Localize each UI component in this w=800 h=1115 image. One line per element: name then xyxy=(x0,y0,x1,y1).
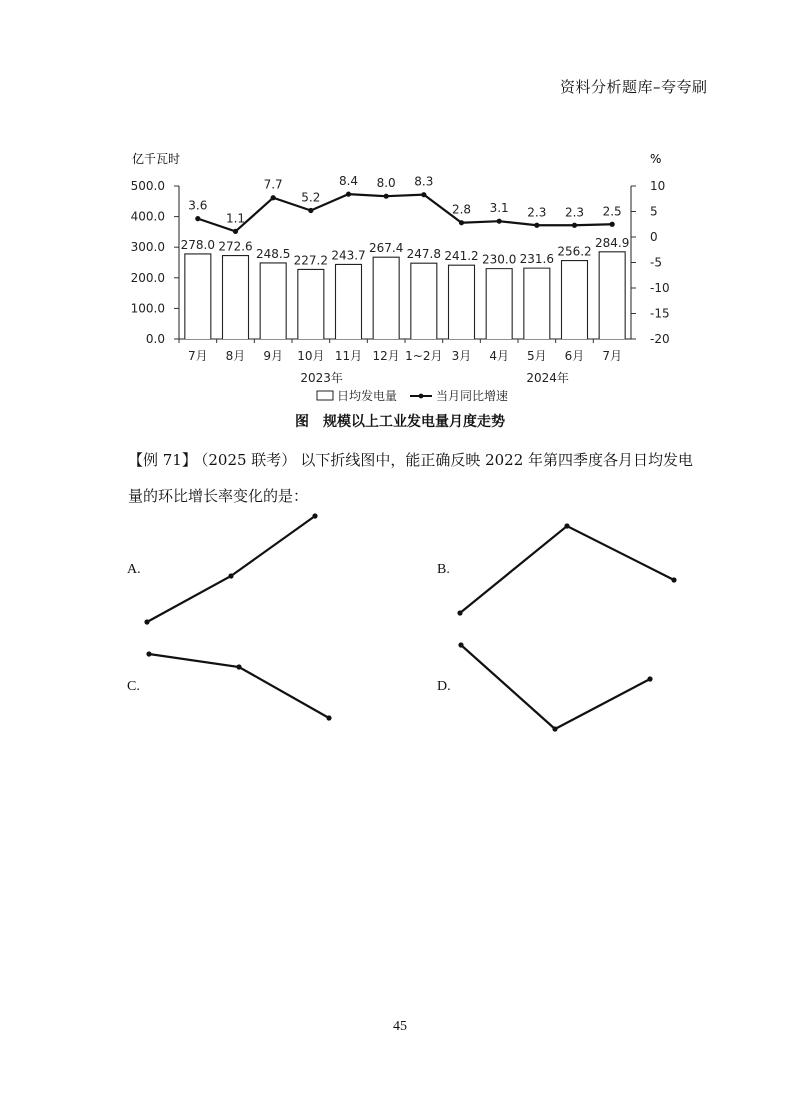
option-d-line xyxy=(461,645,650,729)
question-source: （2025 联考） xyxy=(200,451,297,469)
bar-value-label: 247.8 xyxy=(406,247,442,262)
growth-value-label: 3.6 xyxy=(188,198,208,213)
growth-value-label: 5.2 xyxy=(301,190,321,205)
growth-value-label: 2.5 xyxy=(602,204,622,219)
option-a-point xyxy=(312,513,317,518)
option-d-label[interactable]: D. xyxy=(437,679,451,694)
year-label: 2024年 xyxy=(526,371,569,385)
option-d-point xyxy=(647,676,652,681)
right-tick-label: -15 xyxy=(650,306,670,321)
x-tick-label: 9月 xyxy=(263,349,283,363)
caption-label: 图 xyxy=(295,414,309,430)
year-label: 2023年 xyxy=(300,371,343,385)
x-tick-label: 12月 xyxy=(372,349,400,363)
option-c-point xyxy=(236,664,241,669)
left-tick-label: 100.0 xyxy=(130,301,165,316)
option-b-point xyxy=(671,577,676,582)
option-a-line xyxy=(147,516,315,622)
option-b-point xyxy=(564,523,569,528)
x-tick-label: 3月 xyxy=(451,349,472,363)
right-tick-label: 0 xyxy=(650,230,658,244)
option-d-point xyxy=(458,642,463,647)
growth-value-label: 8.4 xyxy=(338,174,359,189)
right-tick-label: -5 xyxy=(650,255,662,270)
bar-value-label: 231.6 xyxy=(519,252,555,267)
x-tick-label: 1~2月 xyxy=(405,349,443,363)
x-tick-label: 11月 xyxy=(334,349,363,363)
x-tick-label: 7月 xyxy=(188,349,208,363)
bar-value-label: 230.0 xyxy=(481,252,517,267)
bar-value-label: 248.5 xyxy=(255,246,291,261)
bar-value-label: 267.4 xyxy=(368,241,404,256)
x-tick-label: 5月 xyxy=(527,349,547,363)
bar-value-label: 243.7 xyxy=(331,248,366,263)
option-b-line xyxy=(460,526,674,613)
growth-value-label: 2.8 xyxy=(451,202,472,217)
bar-value-label: 284.9 xyxy=(594,235,630,250)
bar-value-label: 227.2 xyxy=(293,253,329,268)
x-tick-label: 10月 xyxy=(297,349,325,363)
x-tick-label: 8月 xyxy=(225,349,246,363)
option-c-point xyxy=(146,651,151,656)
legend-line-label: 当月同比增速 xyxy=(436,389,509,403)
option-b-point xyxy=(457,610,462,615)
left-tick-label: 200.0 xyxy=(130,270,165,285)
growth-value-label: 7.7 xyxy=(263,177,283,192)
legend-bar-label: 日均发电量 xyxy=(337,389,398,403)
growth-value-label: 8.3 xyxy=(414,174,434,189)
right-tick-label: 5 xyxy=(650,204,658,219)
option-a-label[interactable]: A. xyxy=(127,562,141,577)
growth-value-label: 2.3 xyxy=(564,205,585,220)
growth-value-label: 8.0 xyxy=(376,176,396,191)
growth-value-label: 1.1 xyxy=(225,211,246,226)
left-axis-title: 亿千瓦时 xyxy=(132,152,181,166)
right-tick-label: 10 xyxy=(650,179,666,193)
left-tick-label: 300.0 xyxy=(130,240,165,255)
x-tick-label: 4月 xyxy=(489,349,509,363)
left-tick-label: 400.0 xyxy=(130,209,165,224)
right-axis-title: % xyxy=(650,152,662,166)
option-c-point xyxy=(326,715,331,720)
option-a-point xyxy=(228,573,233,578)
option-c-line xyxy=(149,654,329,718)
option-d-point xyxy=(552,726,557,731)
bar-value-label: 256.2 xyxy=(557,244,592,259)
page-number: 45 xyxy=(393,1019,407,1034)
growth-value-label: 3.1 xyxy=(489,201,509,216)
option-b-label[interactable]: B. xyxy=(437,562,450,577)
question-body: 以下折线图中，能正确反映 2022 年第四季度各月日均发电量的环比增长率变化的是： xyxy=(128,451,694,505)
x-tick-label: 6月 xyxy=(564,349,585,363)
right-tick-label: -20 xyxy=(650,332,670,346)
bar-value-label: 272.6 xyxy=(218,239,253,254)
question-tag: 【例 71】 xyxy=(128,451,197,469)
option-c-label[interactable]: C. xyxy=(127,679,140,694)
option-a-point xyxy=(144,619,149,624)
left-tick-label: 500.0 xyxy=(130,179,165,193)
growth-value-label: 2.3 xyxy=(527,205,547,220)
right-tick-label: -10 xyxy=(650,281,670,295)
page-header-title: 资料分析题库–夸夸刷 xyxy=(560,78,708,96)
left-tick-label: 0.0 xyxy=(145,332,165,346)
caption-text: 规模以上工业发电量月度走势 xyxy=(323,414,505,430)
bar-value-label: 241.2 xyxy=(444,249,479,264)
x-tick-label: 7月 xyxy=(602,349,622,363)
bar-value-label: 278.0 xyxy=(180,237,216,252)
